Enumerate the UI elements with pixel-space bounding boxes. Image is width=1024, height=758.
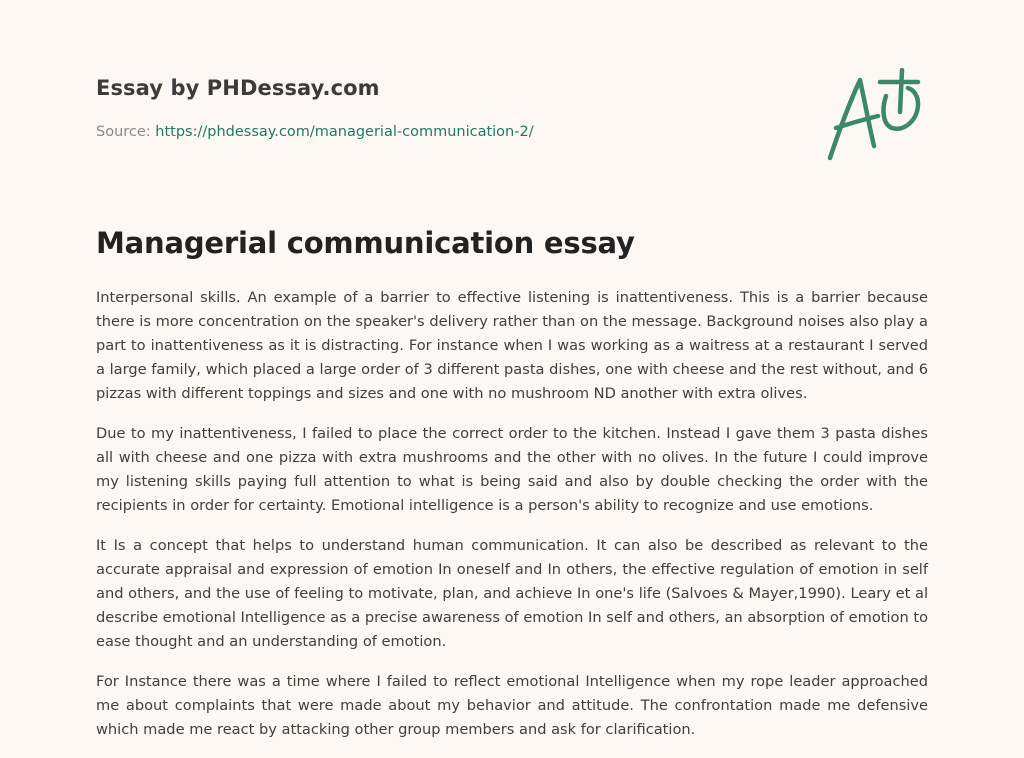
source-line	[96, 124, 534, 140]
essay-paragraph: Due to my inattentiveness, I failed to place the correct order to the kitchen. Instead I gave them 3 pasta dishes all with cheese and one pizza with extra mushrooms and the other with no olives. In the future I could improve my listening skills paying full attention to what is being said and also by double checking the order with the recipients in order for certainty. Emotional intelligence is a person's ability to recognize and use emotions.	[96, 425, 928, 514]
essay-paragraph: For Instance there was a time where I failed to reflect emotional Intelligence when my rope leader approached me about complaints that were made about my behavior and attitude. The confrontation made me defensive which made me react by attacking other group members and ask for clarification.	[96, 673, 928, 738]
essay-body	[96, 286, 928, 758]
source-link[interactable]: https://phdessay.com/managerial-communication-2/	[155, 124, 534, 140]
a-plus-grade-icon	[822, 68, 930, 164]
essay-paragraph: It Is a concept that helps to understand human communication. It can also be described as relevant to the accurate appraisal and expression of emotion In oneself and In others, the effective regulation of emotion in self and others, and the use of feeling to motivate, plan, and achieve In one's life (Salvoes & Mayer,1990). Leary et al describe emotional Intelligence as a precise awareness of emotion In self and others, an absorption of emotion to ease thought and an understanding of emotion.	[96, 537, 928, 650]
essay-title: Managerial communication essay	[96, 226, 635, 260]
source-label: Source:	[96, 124, 151, 140]
essay-paragraph: Interpersonal skills. An example of a barrier to effective listening is inattentiveness. This is a barrier because there is more concentration on the speaker's delivery rather than on the message. Background noises also play a part to inattentiveness as it is distracting. For instance when I was working as a waitress at a restaurant I served a large family, which placed a large order of 3 different pasta dishes, one with cheese and the rest without, and 6 pizzas with different toppings and sizes and one with no mushroom ND another with extra olives.	[96, 289, 928, 402]
site-brand: Essay by PHDessay.com	[96, 76, 380, 100]
